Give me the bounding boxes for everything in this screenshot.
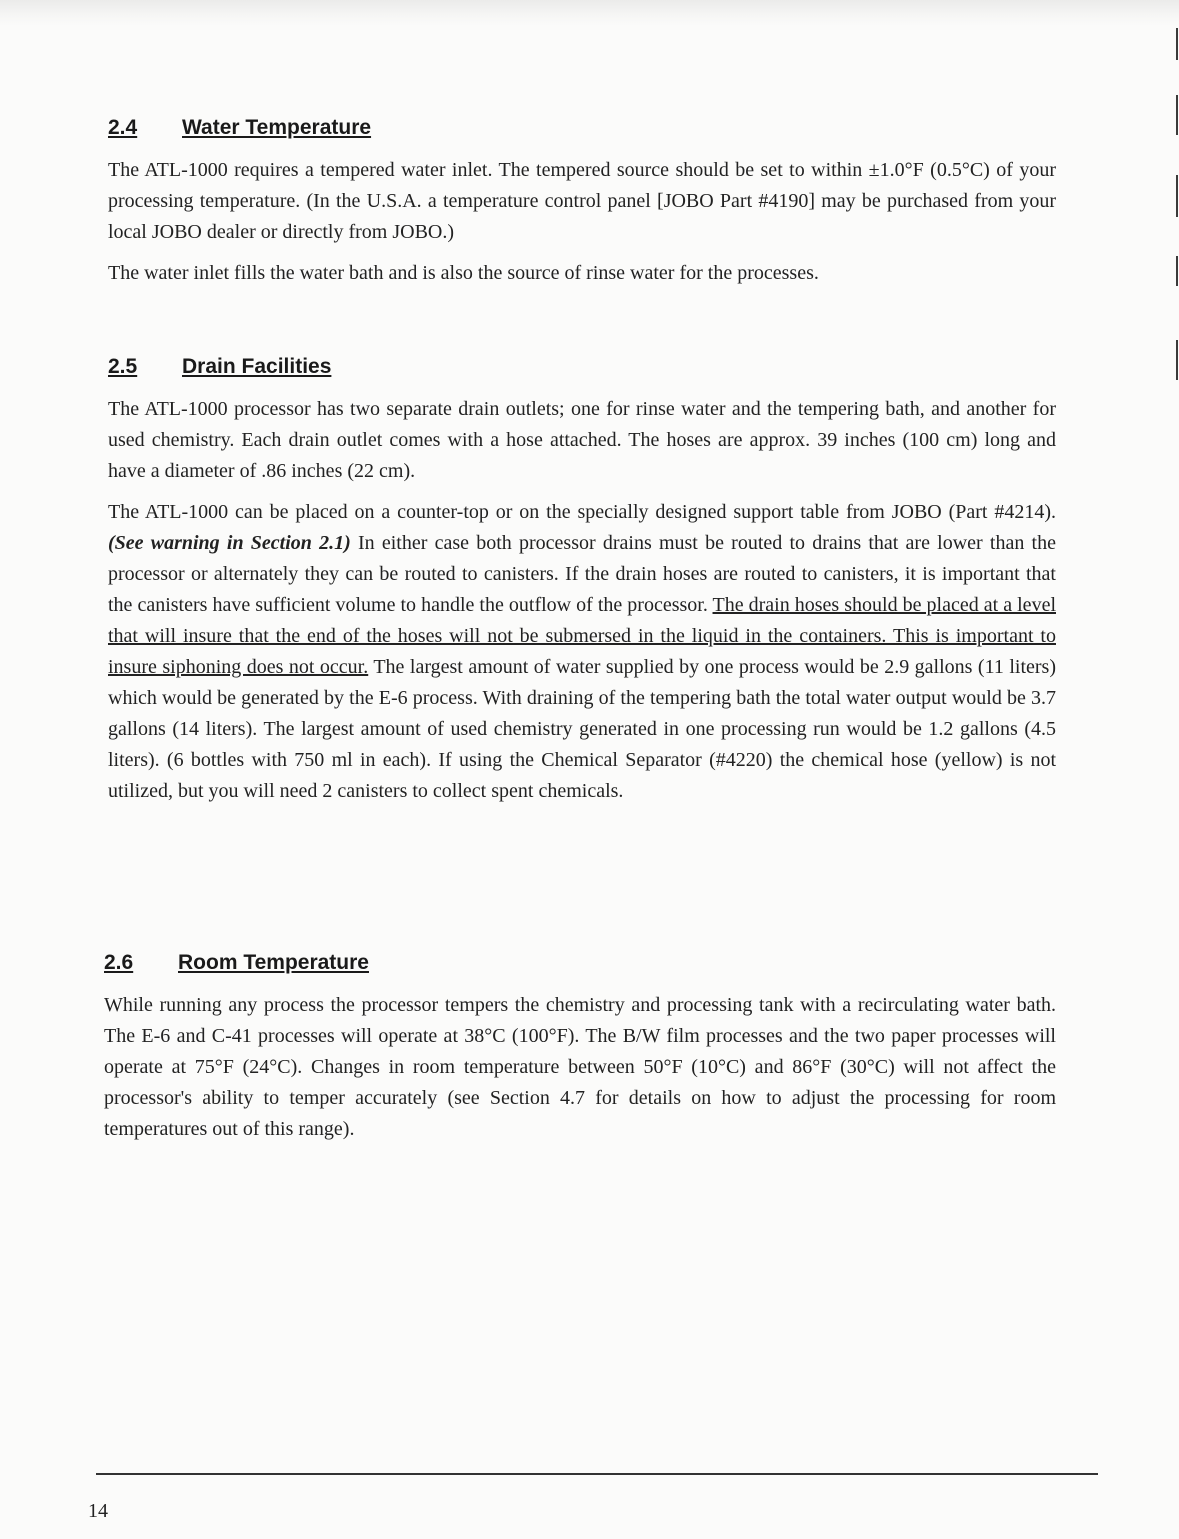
section-title: Room Temperature [178, 951, 369, 974]
underlined-notice: The drain hoses should be placed at a level that will insure that the end of the hoses will not be submersed in the liquid in the containers. This is important to insure siphoning does not occur. [108, 594, 1056, 678]
scan-edge-mark [1176, 256, 1178, 286]
scan-edge-mark [1176, 340, 1178, 380]
scan-edge-mark [1176, 95, 1178, 135]
paragraph: The ATL-1000 processor has two separate drain outlets; one for rinse water and the tempering bath, and another for used chemistry. Each drain outlet comes with a hose attached. The hoses are approx. 39 inches (100 cm) long and have a diameter of .86 inches (22 cm). [108, 398, 1056, 482]
paragraph-text: The ATL-1000 can be placed on a counter-top or on the specially designed support table from JOBO (Part #4214). [108, 501, 1056, 523]
paragraph-text: In either case both processor drains must be routed to drains that are lower than the processor or alternately they can be routed to canisters. If the drain hoses are routed to canisters, it is important that the canisters have sufficient volume to handle the outflow of the processor. [108, 532, 1056, 616]
section-number: 2.6 [104, 951, 134, 974]
paragraph: While running any process the processor tempers the chemistry and processing tank with a recirculating water bath. The E-6 and C-41 processes will operate at 38°C (100°F). The B/W film processes and the two paper processes will operate at 75°F (24°C). Changes in room temperature between 50°F (10°C) and 86°F (30°C) will not affect the processor's ability to temper accurately (see Section 4.7 for details on how to adjust the processing for room temperatures out of this range). [104, 994, 1056, 1140]
section-number: 2.4 [108, 116, 138, 139]
paragraph [108, 497, 1056, 807]
page-number: 14 [88, 1500, 108, 1522]
scan-edge-mark [1176, 28, 1178, 60]
paragraph: The water inlet fills the water bath and is also the source of rinse water for the processes. [108, 262, 819, 284]
section-number: 2.5 [108, 355, 138, 378]
paragraph: The ATL-1000 requires a tempered water inlet. The tempered source should be set to within ±1.0°F (0.5°C) of your processing temperature. (In the U.S.A. a temperature control panel [JOBO Part #4190] may be purchased from your local JOBO dealer or directly from JOBO.) [108, 159, 1056, 243]
section-room-temperature [104, 948, 1056, 1145]
section-heading [108, 352, 1056, 382]
scan-top-shading [0, 0, 1179, 26]
paragraph-text: The largest amount of water supplied by one process would be 2.9 gallons (11 liters) which would be generated by the E-6 process. With draining of the tempering bath the total water output would be 3.7 gallons (14 liters). The largest amount of used chemistry generated in one processing run would be 1.2 gallons (4.5 liters). (6 bottles with 750 ml in each). If using the Chemical Separator (#4220) the chemical hose (yellow) is not utilized, but you will need 2 canisters to collect spent chemicals. [108, 656, 1056, 802]
footer-rule [96, 1473, 1098, 1475]
section-heading [104, 948, 1056, 978]
section-title: Water Temperature [182, 116, 372, 139]
section-drain-facilities [108, 352, 1056, 807]
warning-reference: (See warning in Section 2.1) [108, 532, 351, 554]
section-water-temperature [108, 113, 1056, 289]
section-title: Drain Facilities [182, 355, 332, 378]
section-heading [108, 113, 1056, 143]
scan-edge-mark [1176, 175, 1178, 217]
